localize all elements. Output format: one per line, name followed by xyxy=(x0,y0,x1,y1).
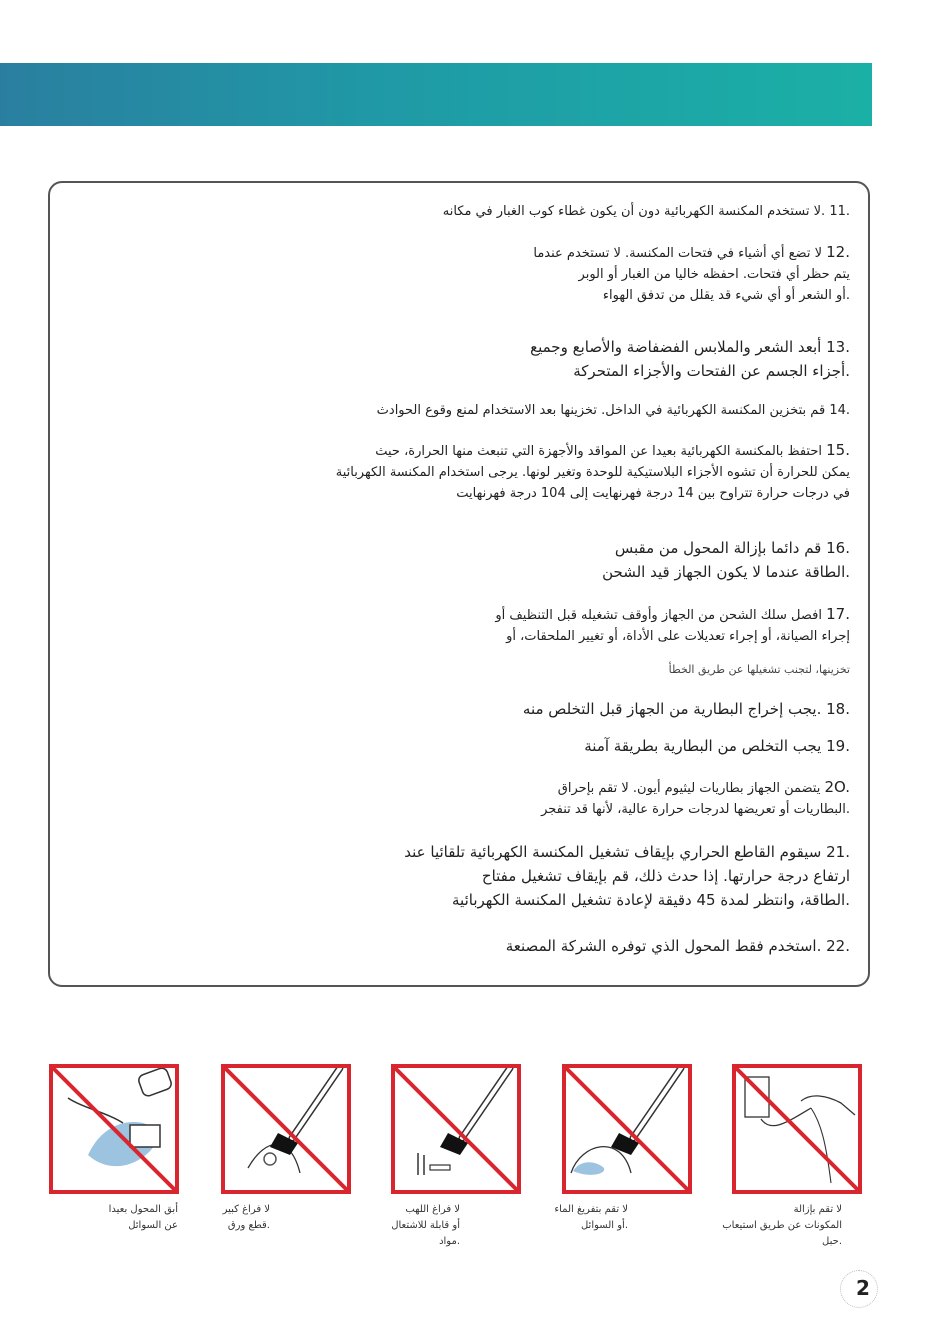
instruction-14 xyxy=(70,400,850,421)
item-text: .أو الشعر أو أي شيء قد يقلل من تدفق الهواء xyxy=(602,288,850,303)
item-text: إجراء الصيانة، أو إجراء تعديلات على الأداة، أو تغيير الملحقات، أو xyxy=(506,629,850,644)
caption-line: لا فراغ اللهب xyxy=(405,1204,460,1215)
no-flammable-icon xyxy=(390,1063,522,1195)
instruction-18 xyxy=(70,697,850,721)
instruction-20 xyxy=(70,775,850,820)
item-text: احتفظ بالمكنسة الكهربائية بعيدا عن المواقد والأجهزة التي تنبعث منها الحرارة، حيث xyxy=(375,444,822,459)
item-number: 2O. xyxy=(824,778,850,796)
caption-line: لا فراغ كبير xyxy=(222,1204,270,1215)
item-text: تخزينها، لتجنب تشغيلها عن طريق الخطأ xyxy=(668,663,850,676)
caption-line: المكونات عن طريق استيعاب xyxy=(722,1220,842,1231)
caption-line: أو قابلة للاشتعال xyxy=(391,1220,460,1231)
instruction-19 xyxy=(70,734,850,758)
caption-line: .مواد xyxy=(439,1236,460,1247)
caption-line: .قطع ورق xyxy=(227,1220,270,1231)
item-text: قم بتخزين المكنسة الكهربائية في الداخل. تخزينها بعد الاستخدام لمنع وقوع الحوادث xyxy=(376,403,826,418)
instruction-22 xyxy=(70,934,850,958)
item-text: يتضمن الجهاز بطاريات ليثيوم أيون. لا تقم بإحراق xyxy=(557,781,821,796)
no-disassembly-icon xyxy=(731,1063,863,1195)
item-text: يمكن للحرارة أن تشوه الأجزاء البلاستيكية للوحدة وتغير لونها. يرجى استخدام المكنسة الكهربائية xyxy=(335,465,850,480)
item-number: 13. xyxy=(826,338,850,356)
item-text: .البطاريات أو تعريضها لدرجات حرارة عالية، لأنها قد تنفجر xyxy=(541,802,850,817)
item-number: 22. xyxy=(826,937,850,955)
caption-line: عن السوائل xyxy=(128,1220,178,1231)
item-text: ارتفاع درجة حرارتها. إذا حدث ذلك، قم بإيقاف تشغيل مفتاح xyxy=(481,867,850,885)
icon-caption-4 xyxy=(498,1202,628,1234)
caption-line: لا تقم بإزالة xyxy=(793,1204,842,1215)
item-number: 21. xyxy=(826,843,850,861)
item-number: 19. xyxy=(826,737,850,755)
item-number: 11. xyxy=(829,204,850,219)
header-banner xyxy=(0,63,872,126)
page-number: 2 xyxy=(856,1276,870,1300)
instruction-11 xyxy=(70,201,850,222)
no-water-icon xyxy=(561,1063,693,1195)
caption-line: لا تقم بتفريغ الماء xyxy=(554,1204,628,1215)
item-number: 15. xyxy=(826,441,850,459)
caption-line: .حبل xyxy=(822,1236,842,1247)
no-large-paper-icon xyxy=(220,1063,352,1195)
item-text: .أجزاء الجسم عن الفتحات والأجزاء المتحركة xyxy=(573,362,850,380)
item-text: يتم حظر أي فتحات. احفظه خاليا من الغبار أو الوبر xyxy=(578,267,850,282)
icon-caption-3 xyxy=(330,1202,460,1250)
prohibition-icons-row xyxy=(0,1063,936,1198)
icon-caption-2 xyxy=(140,1202,270,1234)
instruction-13 xyxy=(70,335,850,383)
item-text: سيقوم القاطع الحراري بإيقاف تشغيل المكنسة الكهربائية تلقائيا عند xyxy=(404,843,822,861)
item-number: 18. xyxy=(826,700,850,718)
instruction-16 xyxy=(70,536,850,584)
item-number: 16. xyxy=(826,539,850,557)
item-text: .لا تستخدم المكنسة الكهربائية دون أن يكون غطاء كوب الغبار في مكانه xyxy=(442,204,826,219)
caption-line: .أو السوائل xyxy=(580,1220,628,1231)
caption-line: أبق المحول بعيدا xyxy=(108,1204,178,1215)
item-text: .الطاقة، وانتظر لمدة 45 دقيقة لإعادة تشغيل المكنسة الكهربائية xyxy=(452,891,850,909)
item-text: أبعد الشعر والملابس الفضفاضة والأصابع وجميع xyxy=(530,338,822,356)
item-text: لا تضع أي أشياء في فتحات المكنسة. لا تستخدم عندما xyxy=(533,246,822,261)
item-number: 14. xyxy=(829,403,850,418)
item-number: 12. xyxy=(826,243,850,261)
item-text: افصل سلك الشحن من الجهاز وأوقف تشغيله قبل التنظيف أو xyxy=(495,608,822,623)
item-text: .الطاقة عندما لا يكون الجهاز قيد الشحن xyxy=(602,563,850,581)
item-text: .استخدم فقط المحول الذي توفره الشركة المصنعة xyxy=(505,937,822,955)
icon-caption-5 xyxy=(712,1202,842,1250)
item-text: .يجب إخراج البطارية من الجهاز قبل التخلص منه xyxy=(522,700,822,718)
keep-adapter-away-from-liquids-icon xyxy=(48,1063,180,1195)
item-number: 17. xyxy=(826,605,850,623)
instruction-12 xyxy=(70,240,850,306)
item-text: قم دائما بإزالة المحول من مقبس xyxy=(614,539,822,557)
instruction-17-continuation xyxy=(70,662,850,678)
instruction-21 xyxy=(70,840,850,912)
item-text: في درجات حرارة تتراوح بين 14 درجة فهرنهايت إلى 104 درجة فهرنهايت xyxy=(456,486,850,501)
instruction-15 xyxy=(70,438,850,504)
item-text: يجب التخلص من البطارية بطريقة آمنة xyxy=(584,737,822,755)
instruction-17 xyxy=(70,602,850,647)
